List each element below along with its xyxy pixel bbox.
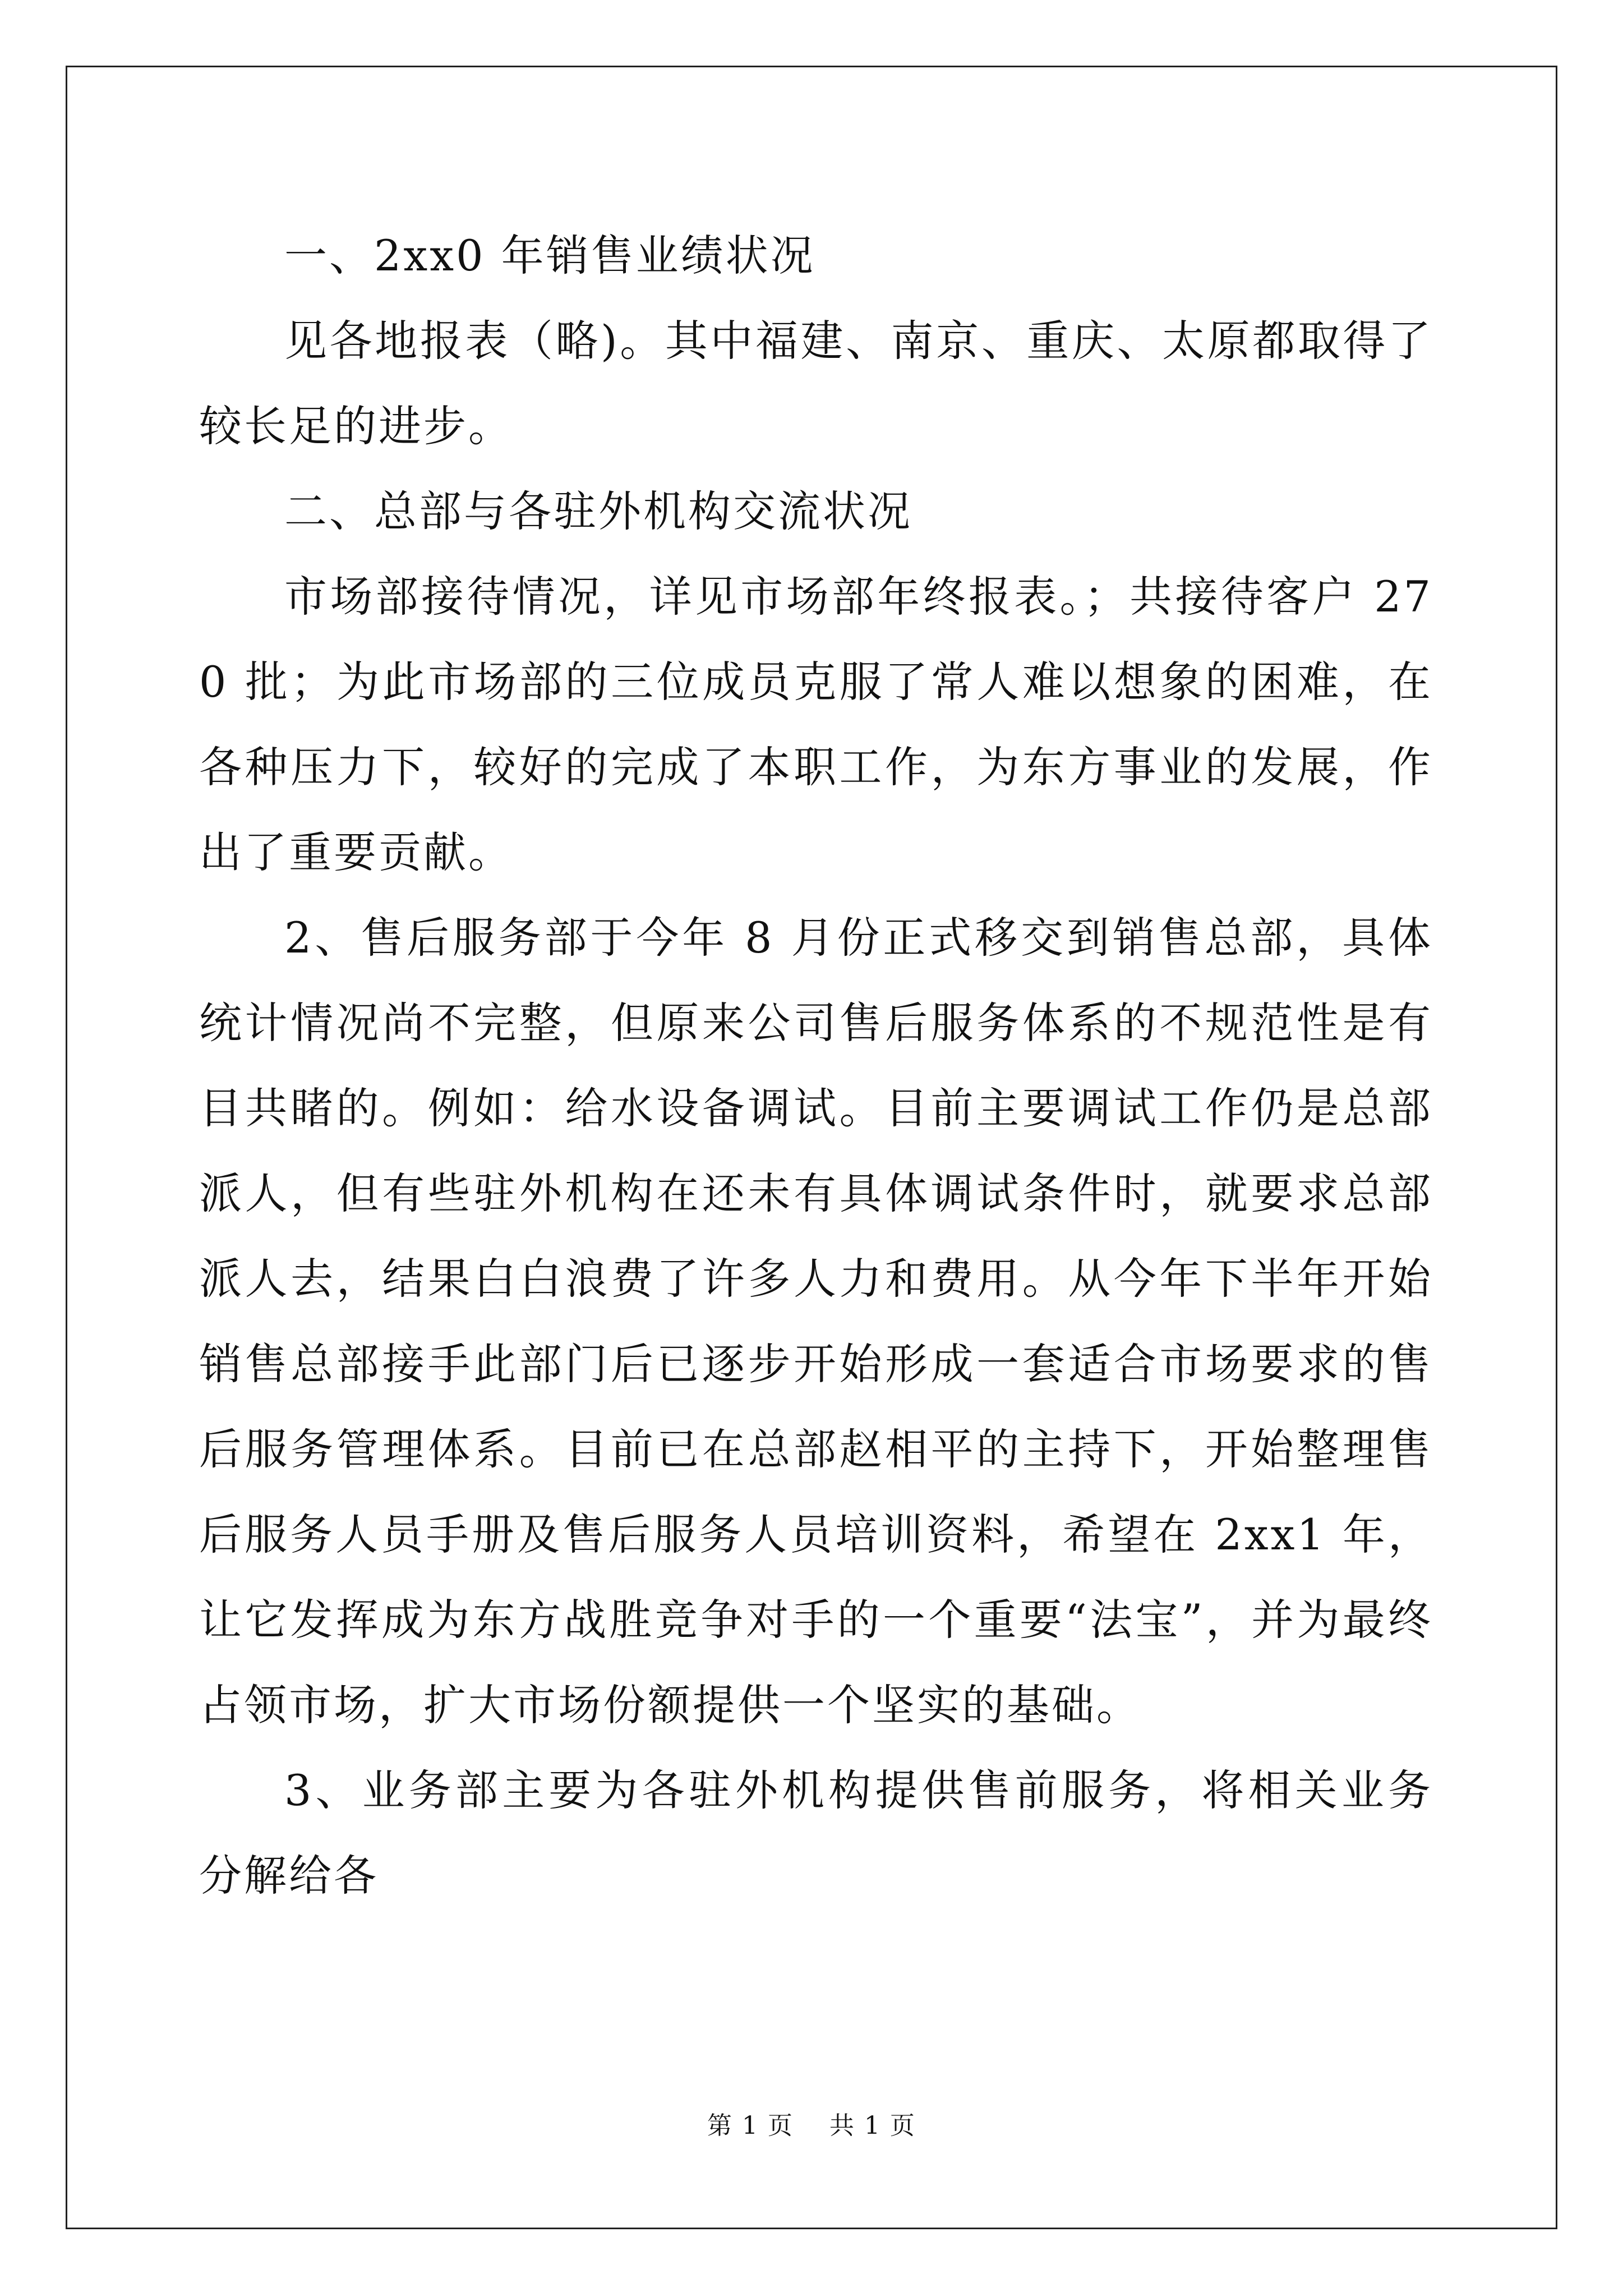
page-footer: 第 1 页 共 1 页 bbox=[707, 2111, 916, 2140]
paragraph-market-dept: 市场部接待情况，详见市场部年终报表。；共接待客户 270 批；为此市场部的三位成员克服了常人难以想象的困难，在各种压力下，较好的完成了本职工作，为东方事业的发展，作出了重要贡献。 bbox=[199, 572, 1433, 877]
paragraph-after-sales: 2、售后服务部于今年 8 月份正式移交到销售总部，具体统计情况尚不完整，但原来公司售后服务体系的不规范性是有目共睹的。例如：给水设备调试。目前主要调试工作仍是总部派人，但有些驻外机构在还未有具体调试条件时，就要求总部派人去，结果白白浪费了许多人力和费用。从今年下半年开始销售总部接手此部门后已逐步开始形成一套适合市场要求的售后服务管理体系。目前已在总部赵相平的主持下，开始整理售后服务人员手册及售后服务人员培训资料，希望在 2xx1 年，让它发挥成为东方战胜竞争对手的一个重要“法宝”，并为最终占领市场，扩大市场份额提供一个坚实的基础。 bbox=[199, 913, 1433, 1730]
section-heading-sales: 一、2xx0 年销售业绩状况 bbox=[284, 231, 815, 280]
paragraph-business-dept: 3、业务部主要为各驻外机构提供售前服务，将相关业务分解给各 bbox=[199, 1765, 1433, 1901]
section-heading-communication: 二、总部与各驻外机构交流状况 bbox=[284, 486, 912, 536]
document-body bbox=[199, 213, 1433, 1918]
paragraph-reports: 见各地报表（略)。其中福建、南京、重庆、太原都取得了较长足的进步。 bbox=[199, 316, 1433, 451]
